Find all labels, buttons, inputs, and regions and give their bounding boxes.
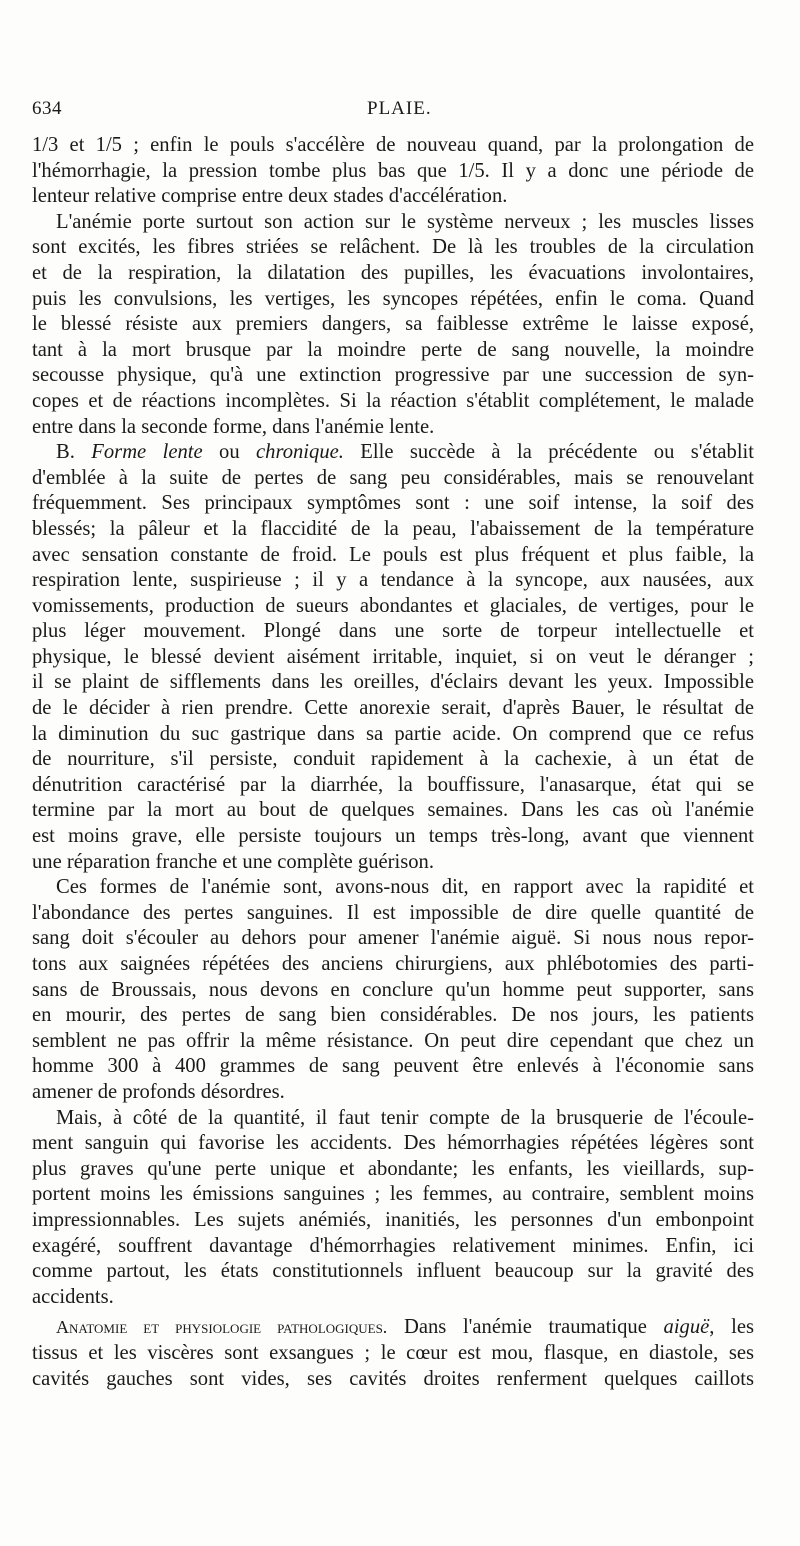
text-line: Ces formes de l'anémie sont, avons-nous dit, en rapport avec la rapidité et — [56, 876, 754, 899]
text-line: en mourir, des pertes de sang bien considérables. De nos jours, les patients — [32, 1004, 754, 1027]
body-text — [32, 133, 754, 1392]
section-letter: B. — [56, 441, 75, 464]
text-line: est moins grave, elle persiste toujours un temps très-long, avant que viennent — [32, 825, 754, 848]
text-line: plus léger mouvement. Plongé dans une sorte de torpeur intellectuelle et — [32, 620, 754, 643]
text-line: blessés; la pâleur et la flaccidité de la peau, l'abaissement de la température — [32, 517, 754, 540]
text-line-lead — [32, 440, 754, 466]
text-line: accidents. — [32, 1285, 114, 1308]
text-run: Dans l'anémie traumatique — [387, 1316, 664, 1339]
text-line: ment sanguin qui favorise les accidents. Des hémorrhagies répétées légères sont — [32, 1132, 754, 1155]
text-line: sans de Broussais, nous devons en conclure qu'un homme peut supporter, sans — [32, 978, 754, 1001]
text-run: , les — [709, 1316, 754, 1339]
text-line: termine par la mort au bout de quelques semaines. Dans les cas où l'anémie — [32, 799, 754, 822]
text-line: avec sensation constante de froid. Le pouls est plus fréquent et plus faible, la — [32, 543, 754, 566]
text-line-lead — [32, 1315, 754, 1341]
text-line: il se plaint de sifflements dans les oreilles, d'éclairs devant les yeux. Impossible — [32, 671, 754, 694]
section-heading-italic: Forme lente — [91, 441, 203, 464]
text-line: le blessé résiste aux premiers dangers, sa faiblesse extrême le laisse exposé, — [32, 313, 754, 336]
text-line: dénutrition caractérisé par la diarrhée, la bouffissure, l'anasarque, état qui se — [32, 773, 754, 796]
page-number: 634 — [32, 98, 62, 119]
text-line: tant à la mort brusque par la moindre perte de sang nouvelle, la moindre — [32, 338, 754, 361]
text-line: puis les convulsions, les vertiges, les syncopes répétées, enfin le coma. Quand — [32, 287, 754, 310]
paragraph-1 — [32, 133, 754, 210]
text-line: portent moins les émissions sanguines ; les femmes, au contraire, semblent moins — [32, 1183, 754, 1206]
running-head — [32, 98, 762, 128]
text-line: impressionnables. Les sujets anémiés, inanitiés, les personnes d'un embonpoint — [32, 1208, 754, 1231]
section-heading-italic-2: chronique. — [256, 441, 344, 464]
text-line: une réparation franche et une complète guérison. — [32, 850, 434, 873]
text-line: homme 300 à 400 grammes de sang peuvent être enlevés à l'économie sans — [32, 1055, 754, 1078]
text-line: de le décider à rien prendre. Cette anorexie serait, d'après Bauer, le résultat de — [32, 697, 754, 720]
text-line: amener de profonds désordres. — [32, 1080, 285, 1103]
text-line: sang doit s'écouler au dehors pour amener l'anémie aiguë. Si nous nous repor- — [32, 927, 754, 950]
paragraph-3 — [32, 440, 754, 875]
text-line: plus graves qu'une perte unique et abondante; les enfants, les vieillards, sup- — [32, 1157, 754, 1180]
text-line: 1/3 et 1/5 ; enfin le pouls s'accélère de nouveau quand, par la prolongation de — [32, 134, 754, 156]
paragraph-5 — [32, 1106, 754, 1311]
italic-term: aiguë — [663, 1316, 710, 1339]
text-run: Elle succède à la précédente ou s'établit — [343, 441, 754, 464]
paragraph-2 — [32, 210, 754, 440]
text-line: et de la respiration, la dilatation des pupilles, les évacuations involontaires, — [32, 261, 754, 284]
paragraph-4 — [32, 875, 754, 1105]
text-line: secousse physique, qu'à une extinction progressive par une succession de syn- — [32, 364, 754, 387]
text-line: cavités gauches sont vides, ses cavités droites renferment quelques caillots — [32, 1367, 754, 1390]
text-line: l'hémorrhagie, la pression tombe plus bas que 1/5. Il y a donc une période de — [32, 159, 754, 182]
text-line: exagéré, souffrent davantage d'hémorrhagies relativement minimes. Enfin, ici — [32, 1234, 754, 1257]
section-heading-small-caps: Anatomie et physiologie pathologiques. — [56, 1317, 388, 1338]
text-line: fréquemment. Ses principaux symptômes sont : une soif intense, la soif des — [32, 492, 754, 515]
text-line: entre dans la seconde forme, dans l'anémie lente. — [32, 415, 435, 438]
running-title: PLAIE. — [367, 98, 432, 119]
text-line: vomissements, production de sueurs abondantes et glaciales, de vertiges, pour le — [32, 594, 754, 617]
text-line: Mais, à côté de la quantité, il faut tenir compte de la brusquerie de l'écoule- — [56, 1106, 754, 1129]
section-heading-connector: ou — [202, 441, 257, 464]
text-line: lenteur relative comprise entre deux stades d'accélération. — [32, 185, 508, 208]
text-line: copes et de réactions incomplètes. Si la réaction s'établit complétement, le malade — [32, 389, 754, 412]
text-line: la diminution du suc gastrique dans sa partie acide. On comprend que ce refus — [32, 722, 754, 745]
text-line: d'emblée à la suite de pertes de sang peu considérables, mais se renouvelant — [32, 466, 754, 489]
text-line: sont excités, les fibres striées se relâchent. De là les troubles de la circulation — [32, 236, 754, 259]
text-line: respiration lente, suspirieuse ; il y a tendance à la syncope, aux nausées, aux — [32, 569, 754, 592]
text-line: comme partout, les états constitutionnels influent beaucoup sur la gravité des — [32, 1260, 754, 1283]
text-line: semblent ne pas offrir la même résistance. On peut dire cependant que chez un — [32, 1029, 754, 1052]
text-line: L'anémie porte surtout son action sur le système nerveux ; les muscles lisses — [56, 210, 754, 233]
text-line: de nourriture, s'il persiste, conduit rapidement à la cachexie, à un état de — [32, 748, 754, 771]
text-line: tons aux saignées répétées des anciens chirurgiens, aux phlébotomies des parti- — [32, 953, 754, 975]
text-line: l'abondance des pertes sanguines. Il est impossible de dire quelle quantité de — [32, 901, 754, 924]
text-line: tissus et les viscères sont exsangues ; le cœur est mou, flasque, en diastole, ses — [32, 1341, 754, 1364]
text-line: physique, le blessé devient aisément irritable, inquiet, si on veut le déranger ; — [32, 645, 754, 668]
paragraph-6 — [32, 1315, 754, 1392]
